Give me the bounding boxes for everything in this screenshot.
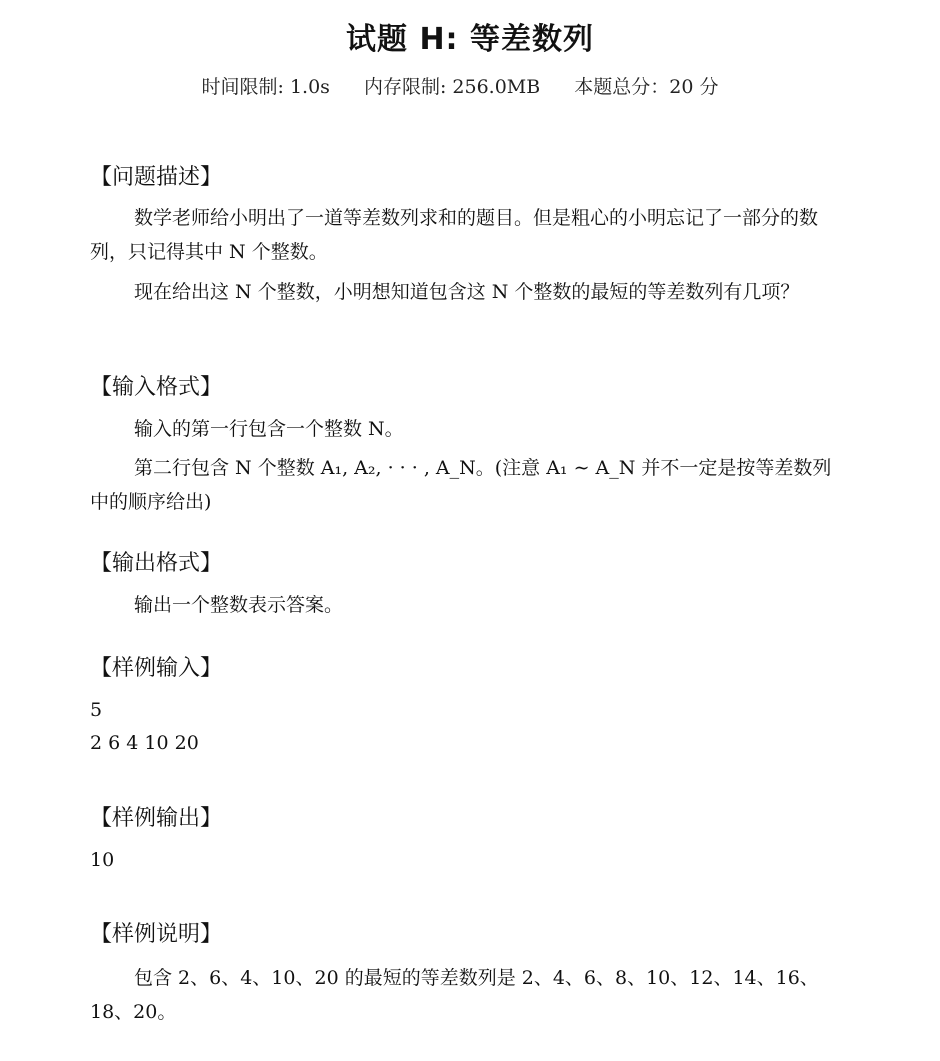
output-format-line-1: 输出一个整数表示答案。 xyxy=(134,594,344,616)
problem-heading: 【问题描述】 xyxy=(90,165,223,190)
input-format-heading: 【输入格式】 xyxy=(90,375,223,400)
time-limit: 时间限制: 1.0s xyxy=(201,76,330,98)
problem-paragraph-2: 现在给出这 N 个整数，小明想知道包含这 N 个整数的最短的等差数列有几项？ xyxy=(134,281,800,303)
total-score: 本题总分：20 分 xyxy=(574,76,719,98)
input-format-line-1: 输入的第一行包含一个整数 N。 xyxy=(134,418,404,440)
sample-output-line-1: 10 xyxy=(90,849,115,871)
page-title: 试题 H: 等差数列 xyxy=(346,22,594,57)
sample-explanation-heading: 【样例说明】 xyxy=(90,922,223,947)
limits-bar xyxy=(0,72,920,99)
sample-input-heading: 【样例输入】 xyxy=(90,656,223,681)
memory-limit: 内存限制: 256.0MB xyxy=(363,76,541,98)
problem-paragraph-1: 数学老师给小明出了一道等差数列求和的题目。但是粗心的小明忘记了一部分的数列，只记得其中 N 个整数。 xyxy=(90,207,819,263)
sample-input-line-1: 5 xyxy=(90,699,103,721)
sample-explanation-text: 包含 2、6、4、10、20 的最短的等差数列是 2、4、6、8、10、12、14、16、18、20。 xyxy=(90,967,819,1023)
sample-output-heading: 【样例输出】 xyxy=(90,806,223,831)
sample-input-line-2: 2 6 4 10 20 xyxy=(90,732,199,754)
input-format-line-2: 第二行包含 N 个整数 A₁, A₂, · · · , A_N。(注意 A₁ ∼ A_N 并不一定是按等差数列中的顺序给出) xyxy=(90,457,832,513)
output-format-heading: 【输出格式】 xyxy=(90,551,223,576)
